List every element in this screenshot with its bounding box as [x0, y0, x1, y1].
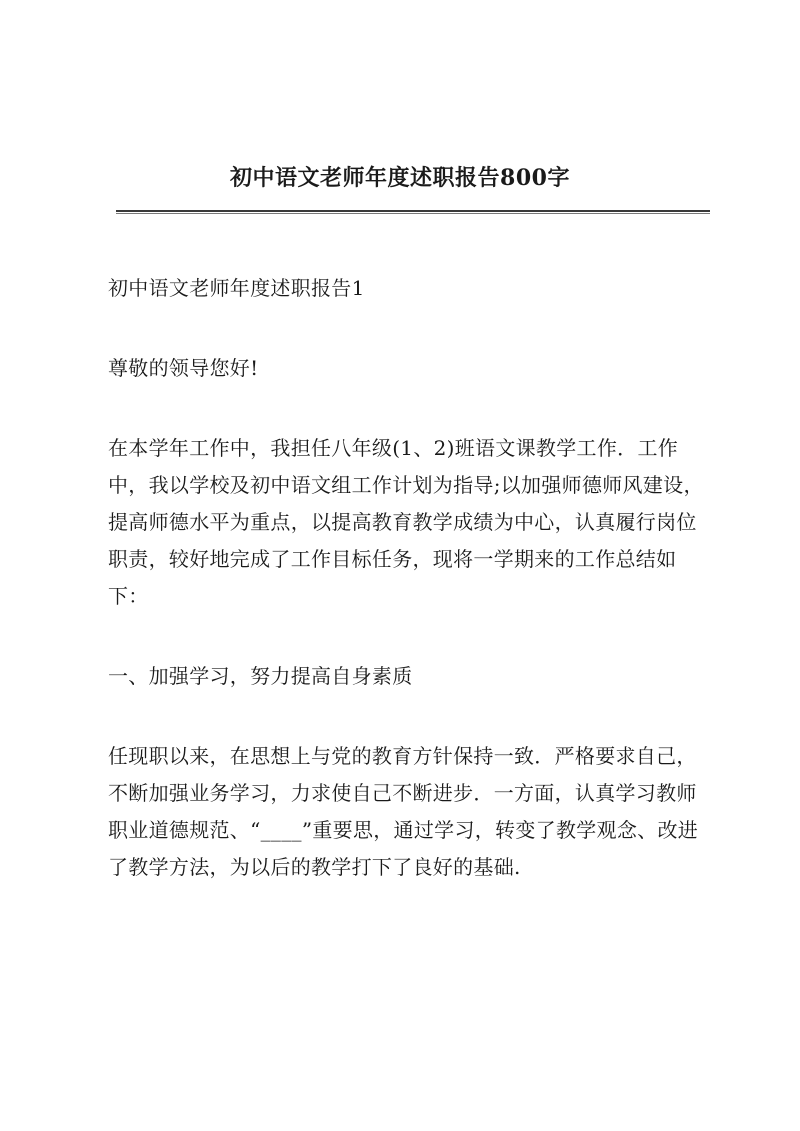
report-heading: 初中语文老师年度述职报告1 [108, 276, 365, 300]
title-divider [116, 210, 710, 214]
section-body-paragraph: 任现职以来，在思想上与党的教育方针保持一致．严格要求自己，不断加强业务学习，力求使自己不断进步．一方面，认真学习教师职业道德规范、“____”重要思，通过学习，转变了教学观念、改进了教学方法，为以后的教学打下了良好的基础. [108, 744, 699, 879]
intro-paragraph: 在本学年工作中，我担任八年级(1、2)班语文课教学工作．工作中，我以学校及初中语文组工作计划为指导;以加强师德师风建设，提高师德水平为重点，以提高教育教学成绩为中心，认真履行岗位职责，较好地完成了工作目标任务，现将一学期来的工作总结如下： [108, 436, 704, 608]
section-heading: 一、加强学习，努力提高自身素质 [108, 664, 413, 688]
document-title: 初中语文老师年度述职报告800字 [230, 165, 570, 191]
greeting-paragraph: 尊敬的领导您好! [108, 356, 259, 380]
document-body [108, 270, 708, 929]
